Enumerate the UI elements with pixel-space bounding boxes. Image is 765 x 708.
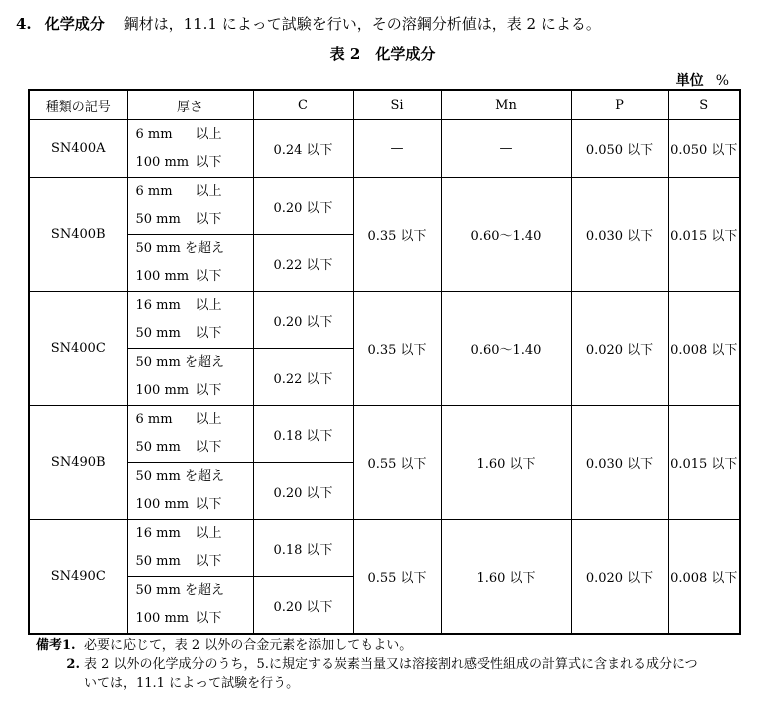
unit-word: 単位 bbox=[675, 73, 704, 89]
phosphorus-cell: 0.020 以下 bbox=[571, 520, 668, 635]
manganese-cell: 1.60 以下 bbox=[441, 406, 571, 520]
remark-item bbox=[36, 636, 698, 655]
thickness-value: 100 mm bbox=[135, 611, 190, 626]
manganese-cell: 1.60 以下 bbox=[441, 520, 571, 635]
sulfur-cell: 0.008 以下 bbox=[668, 292, 740, 406]
thickness-qualifier: 以下 bbox=[195, 326, 222, 341]
table-header-row bbox=[29, 90, 740, 120]
carbon-cell: 0.18 以下 bbox=[253, 406, 353, 463]
carbon-cell: 0.20 以下 bbox=[253, 292, 353, 349]
thickness-value: 50 mm bbox=[135, 212, 181, 227]
thickness-value: 50 mm bbox=[135, 326, 181, 341]
column-header: C bbox=[253, 90, 353, 120]
silicon-cell: 0.35 以下 bbox=[353, 178, 441, 292]
thickness-value: 6 mm bbox=[135, 412, 173, 427]
silicon-cell: 0.55 以下 bbox=[353, 406, 441, 520]
thickness-qualifier: 以下 bbox=[195, 383, 222, 398]
thickness-qualifier: 以下 bbox=[195, 497, 222, 512]
thickness-qualifier: 以上 bbox=[195, 184, 222, 199]
sulfur-cell: 0.015 以下 bbox=[668, 178, 740, 292]
silicon-cell: 0.55 以下 bbox=[353, 520, 441, 635]
table-caption: 表 2 化学成分 bbox=[329, 45, 436, 63]
table-row bbox=[29, 120, 740, 178]
column-header: 種類の記号 bbox=[29, 90, 127, 120]
thickness-qualifier: 以下 bbox=[195, 554, 222, 569]
table-row bbox=[29, 178, 740, 235]
thickness-cell bbox=[127, 235, 253, 292]
manganese-cell: — bbox=[441, 120, 571, 178]
thickness-cell bbox=[127, 463, 253, 520]
thickness-cell bbox=[127, 577, 253, 635]
carbon-cell: 0.20 以下 bbox=[253, 577, 353, 635]
carbon-cell: 0.20 以下 bbox=[253, 463, 353, 520]
thickness-cell bbox=[127, 349, 253, 406]
sulfur-cell: 0.008 以下 bbox=[668, 520, 740, 635]
remark-text: 必要に応じて，表 2 以外の合金元素を添加してもよい。 bbox=[84, 638, 413, 653]
thickness-qualifier: 以下 bbox=[195, 154, 222, 170]
thickness-value: 50 mm を超え bbox=[135, 469, 224, 484]
thickness-qualifier: 以上 bbox=[195, 526, 222, 541]
unit-symbol: % bbox=[715, 73, 729, 89]
unit-label bbox=[676, 70, 729, 90]
sulfur-cell: 0.015 以下 bbox=[668, 406, 740, 520]
thickness-value: 100 mm bbox=[135, 269, 190, 284]
silicon-cell: — bbox=[353, 120, 441, 178]
section-heading bbox=[16, 13, 601, 34]
thickness-value: 50 mm を超え bbox=[135, 355, 224, 370]
phosphorus-cell: 0.030 以下 bbox=[571, 406, 668, 520]
section-title: 化学成分 bbox=[44, 15, 105, 33]
remark-item bbox=[36, 655, 698, 674]
remark-text: 表 2 以外の化学成分のうち，5.に規定する炭素当量又は溶接割れ感受性組成の計算式に含まれる成分につ bbox=[84, 657, 698, 672]
thickness-qualifier: 以下 bbox=[195, 212, 222, 227]
thickness-value: 50 mm bbox=[135, 554, 181, 569]
column-header: Mn bbox=[441, 90, 571, 120]
column-header: 厚さ bbox=[127, 90, 253, 120]
section-number: 4. bbox=[16, 15, 32, 33]
thickness-value: 100 mm bbox=[135, 154, 190, 170]
remark-number: 2. bbox=[66, 657, 80, 672]
carbon-cell: 0.20 以下 bbox=[253, 178, 353, 235]
manganese-cell: 0.60～1.40 bbox=[441, 292, 571, 406]
remark-number: 1. bbox=[62, 638, 76, 653]
column-header: P bbox=[571, 90, 668, 120]
grade-cell: SN400B bbox=[29, 178, 127, 292]
thickness-qualifier: 以上 bbox=[195, 412, 222, 427]
thickness-qualifier: 以下 bbox=[195, 440, 222, 455]
thickness-value: 100 mm bbox=[135, 383, 190, 398]
carbon-cell: 0.24 以下 bbox=[253, 120, 353, 178]
column-header: S bbox=[668, 90, 740, 120]
thickness-value: 100 mm bbox=[135, 497, 190, 512]
thickness-cell bbox=[127, 520, 253, 577]
phosphorus-cell: 0.050 以下 bbox=[571, 120, 668, 178]
table-row bbox=[29, 292, 740, 349]
column-header: Si bbox=[353, 90, 441, 120]
carbon-cell: 0.18 以下 bbox=[253, 520, 353, 577]
silicon-cell: 0.35 以下 bbox=[353, 292, 441, 406]
phosphorus-cell: 0.020 以下 bbox=[571, 292, 668, 406]
grade-cell: SN490B bbox=[29, 406, 127, 520]
sulfur-cell: 0.050 以下 bbox=[668, 120, 740, 178]
carbon-cell: 0.22 以下 bbox=[253, 235, 353, 292]
thickness-qualifier: 以下 bbox=[195, 269, 222, 284]
remark-label bbox=[36, 636, 84, 655]
remark-label-text: 備考 bbox=[36, 638, 63, 653]
thickness-cell bbox=[127, 178, 253, 235]
table-row bbox=[29, 520, 740, 577]
manganese-cell: 0.60～1.40 bbox=[441, 178, 571, 292]
phosphorus-cell: 0.030 以下 bbox=[571, 178, 668, 292]
remarks bbox=[36, 636, 698, 693]
thickness-value: 6 mm bbox=[135, 184, 173, 199]
table-row bbox=[29, 406, 740, 463]
thickness-value: 6 mm bbox=[135, 126, 173, 142]
thickness-value: 16 mm bbox=[135, 298, 181, 313]
remark-continuation: いては，11.1 によって試験を行う。 bbox=[84, 676, 300, 691]
chemical-composition-table bbox=[28, 89, 741, 635]
thickness-value: 50 mm bbox=[135, 440, 181, 455]
section-text: 鋼材は，11.1 によって試験を行い，その溶鋼分析値は，表 2 による。 bbox=[123, 15, 601, 33]
thickness-qualifier: 以上 bbox=[195, 298, 222, 313]
thickness-value: 16 mm bbox=[135, 526, 181, 541]
grade-cell: SN400C bbox=[29, 292, 127, 406]
thickness-qualifier: 以上 bbox=[195, 126, 222, 142]
carbon-cell: 0.22 以下 bbox=[253, 349, 353, 406]
thickness-qualifier: 以下 bbox=[195, 611, 222, 626]
thickness-value: 50 mm を超え bbox=[135, 583, 224, 598]
grade-cell: SN400A bbox=[29, 120, 127, 178]
thickness-cell bbox=[127, 406, 253, 463]
grade-cell: SN490C bbox=[29, 520, 127, 635]
thickness-cell bbox=[127, 120, 253, 178]
thickness-cell bbox=[127, 292, 253, 349]
thickness-value: 50 mm を超え bbox=[135, 241, 224, 256]
